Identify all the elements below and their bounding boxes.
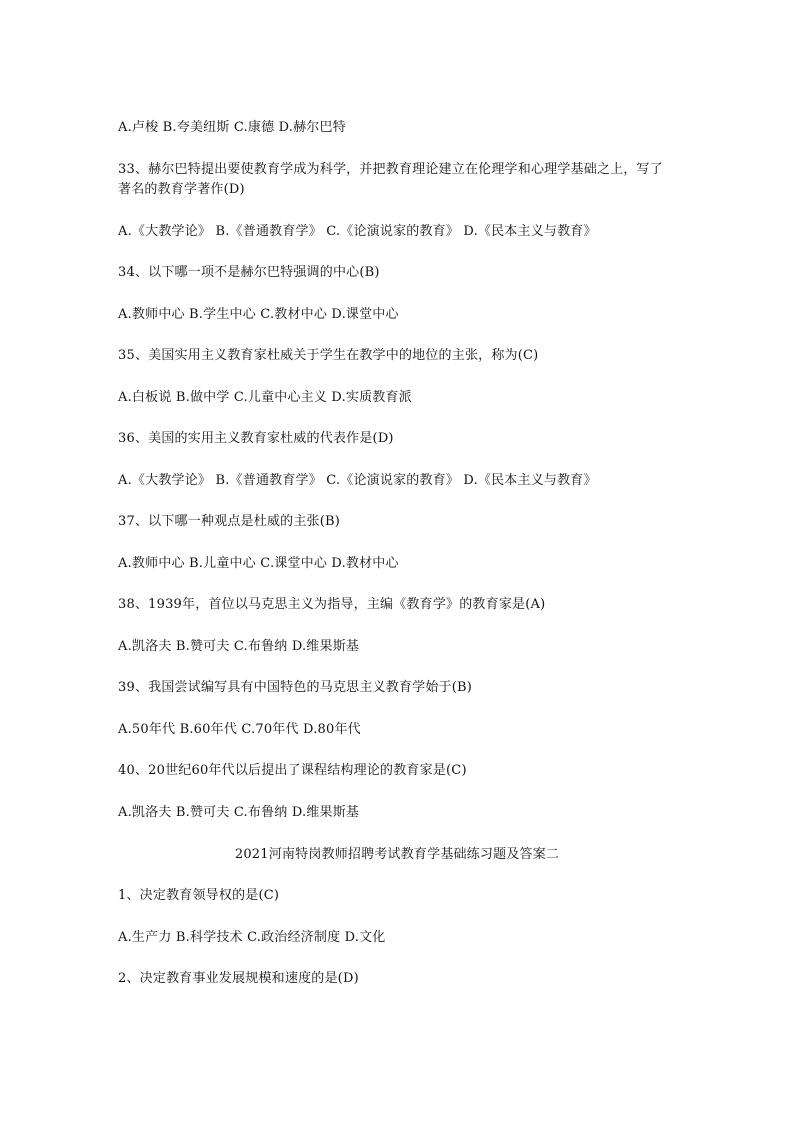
section-heading: 2021河南特岗教师招聘考试教育学基础练习题及答案二 [234, 847, 560, 862]
question-39: 39、我国尝试编写具有中国特色的马克思主义教育学始于(B) [118, 680, 473, 695]
answer-options-33: A.《大教学论》 B.《普通教育学》 C.《论演说家的教育》 D.《民本主义与教育》 [118, 224, 597, 239]
question-40: 40、20世纪60年代以后提出了课程结构理论的教育家是(C) [118, 763, 467, 778]
answer-options-36: A.《大教学论》 B.《普通教育学》 C.《论演说家的教育》 D.《民本主义与教育》 [118, 473, 597, 488]
question-1: 1、决定教育领导权的是(C) [118, 888, 280, 903]
answer-options-40: A.凯洛夫 B.赞可夫 C.布鲁纳 D.维果斯基 [118, 805, 360, 820]
question-34: 34、以下哪一项不是赫尔巴特强调的中心(B) [118, 265, 380, 280]
question-36: 36、美国的实用主义教育家杜威的代表作是(D) [118, 431, 394, 446]
question-33: 33、赫尔巴特提出要使教育学成为科学，并把教育理论建立在伦理学和心理学基础之上，写了著名的教育学著作(D) [118, 162, 663, 197]
answer-options-34: A.教师中心 B.学生中心 C.教材中心 D.课堂中心 [118, 307, 399, 322]
answer-options-32: A.卢梭 B.夸美纽斯 C.康德 D.赫尔巴特 [118, 120, 346, 135]
answer-options-38: A.凯洛夫 B.赞可夫 C.布鲁纳 D.维果斯基 [118, 639, 360, 654]
answer-options-1: A.生产力 B.科学技术 C.政治经济制度 D.文化 [118, 930, 386, 945]
answer-options-39: A.50年代 B.60年代 C.70年代 D.80年代 [118, 722, 361, 737]
question-2: 2、决定教育事业发展规模和速度的是(D) [118, 971, 359, 986]
question-35: 35、美国实用主义教育家杜威关于学生在教学中的地位的主张，称为(C) [118, 348, 539, 363]
question-37: 37、以下哪一种观点是杜威的主张(B) [118, 514, 341, 529]
answer-options-37: A.教师中心 B.儿童中心 C.课堂中心 D.教材中心 [118, 556, 399, 571]
question-38: 38、1939年，首位以马克思主义为指导，主编《教育学》的教育家是(A) [118, 597, 546, 612]
answer-options-35: A.白板说 B.做中学 C.儿童中心主义 D.实质教育派 [118, 390, 412, 405]
